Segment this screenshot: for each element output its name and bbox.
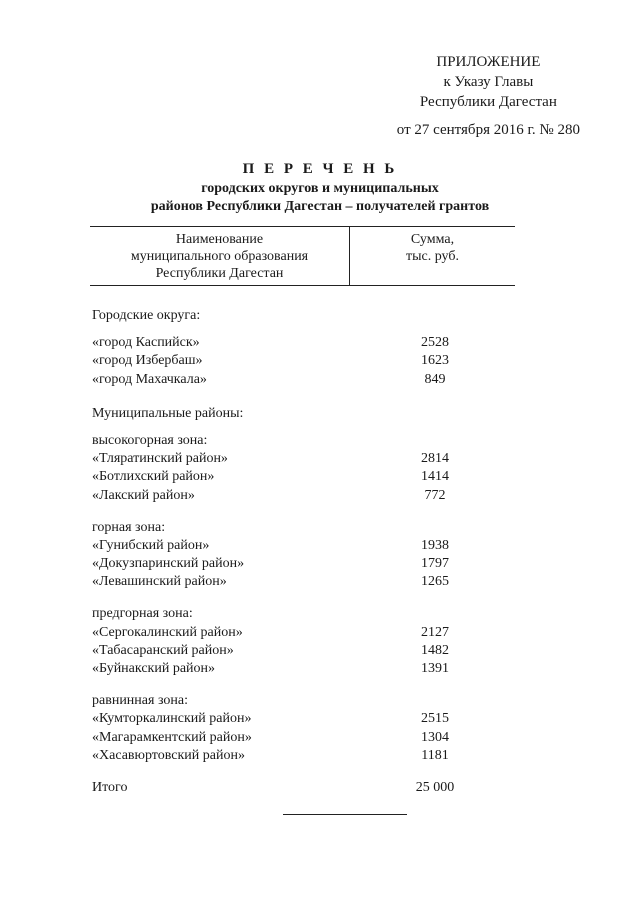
table-row [92, 352, 512, 370]
table-row [92, 710, 512, 728]
header-sum-column [350, 231, 515, 265]
section-label-text: Муниципальные районы: [92, 405, 244, 421]
row-name: «Хасавюртовский район» [92, 747, 245, 763]
row-name: «Сергокалинский район» [92, 624, 243, 640]
row-name: «Магарамкентский район» [92, 729, 252, 745]
row-value: 2814 [421, 451, 449, 467]
table-row [92, 555, 512, 573]
section-label [92, 405, 512, 423]
zone-label [92, 519, 512, 537]
appendix-title: ПРИЛОЖЕНИЕ [436, 54, 541, 70]
table-row [92, 450, 512, 468]
appendix-date: от 27 сентября 2016 г. № 280 [396, 122, 580, 138]
row-name: «Левашинский район» [92, 574, 227, 590]
header-text: муниципального образования [130, 249, 309, 264]
row-value: 1265 [421, 574, 449, 590]
zone-label-text: высокогорная зона: [92, 432, 208, 448]
header-text: Сумма, [410, 232, 455, 247]
zone-label [92, 692, 512, 710]
row-name: «Докузпаринский район» [92, 556, 245, 572]
table-row [92, 468, 512, 486]
zone-label [92, 605, 512, 623]
table-row [92, 537, 512, 555]
zone-label-text: горная зона: [92, 519, 166, 535]
table-row [92, 660, 512, 678]
row-name: «Ботлихский район» [92, 469, 215, 485]
end-rule [283, 814, 407, 815]
table-row [92, 729, 512, 747]
row-name: «Кумторкалинский район» [92, 711, 252, 727]
table-row [92, 642, 512, 660]
header-text: Наименование [175, 232, 264, 247]
zone-label-text: предгорная зона: [92, 606, 193, 622]
row-value: 2528 [421, 335, 449, 351]
row-value: 1938 [421, 537, 449, 553]
row-value: 1414 [421, 469, 449, 485]
section-label-text: Городские округа: [92, 308, 201, 323]
section-label [92, 307, 512, 325]
appendix-line: к Указу Главы [443, 74, 534, 90]
document-title [0, 158, 640, 216]
row-value: 1797 [421, 556, 449, 572]
zone-label [92, 432, 512, 450]
header-name-column [90, 231, 349, 282]
table-header [90, 226, 515, 286]
table-row [92, 573, 512, 591]
title-main: П Е Р Е Ч Е Н Ь [242, 161, 398, 177]
appendix-block [397, 52, 580, 140]
header-text: тыс. руб. [406, 249, 459, 264]
total-row [92, 779, 512, 797]
table-row [92, 371, 512, 389]
title-subtitle: районов Республики Дагестан – получателей грантов [150, 199, 490, 214]
row-name: «Табасаранский район» [92, 642, 234, 658]
row-value: 1181 [421, 747, 449, 763]
row-name: «Буйнакский район» [92, 661, 216, 676]
row-name: «Тляратинский район» [92, 451, 228, 467]
header-text: Республики Дагестан [155, 266, 284, 281]
row-name: «Гунибский район» [92, 537, 210, 553]
row-name: «город Избербаш» [92, 353, 203, 369]
zone-label-text: равнинная зона: [92, 693, 188, 709]
table-row [92, 334, 512, 352]
total-value: 25 000 [415, 779, 455, 795]
title-subtitle: городских округов и муниципальных [201, 181, 439, 196]
row-name: «город Каспийск» [92, 335, 200, 351]
row-value: 772 [424, 487, 446, 503]
row-value: 2127 [421, 624, 449, 640]
row-value: 1391 [421, 661, 449, 676]
table-row [92, 747, 512, 765]
table-row [92, 487, 512, 505]
row-value: 1623 [421, 353, 449, 369]
row-value: 1482 [421, 642, 449, 658]
row-value: 849 [424, 371, 446, 387]
row-value: 1304 [421, 729, 449, 745]
table-row [92, 624, 512, 642]
appendix-line: Республики Дагестан [419, 94, 557, 110]
total-label: Итого [92, 779, 128, 795]
row-value: 2515 [421, 711, 449, 727]
row-name: «Лакский район» [92, 487, 195, 503]
row-name: «город Махачкала» [92, 371, 207, 387]
table-body [92, 307, 512, 797]
